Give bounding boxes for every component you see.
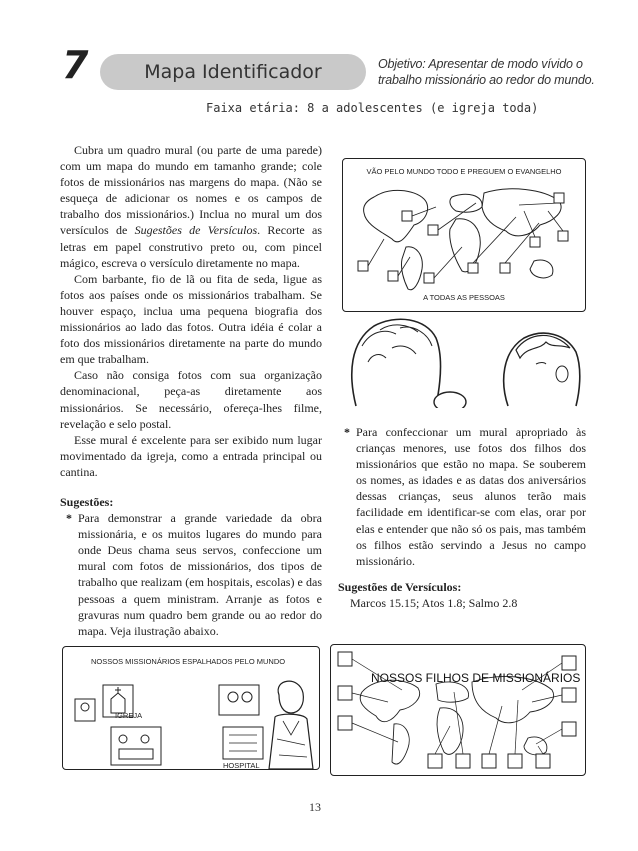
objective-line-2: trabalho missionário ao redor do mundo. (378, 73, 595, 87)
objective-text (378, 56, 618, 88)
suggestion-item-2: * Para confeccionar um mural apropriado às crianças menores, use fotos dos filhos dos missionários que estão no mapa. Se souberem os nomes, as idades e as datas dos aniversários dessas crianças, seus alunos terão mais facilidade em identificar-se com elas, orar por elas e entender que não só os pais, mas também os filhos estão servindo a Jesus no campo missionário. (344, 425, 586, 568)
map-footer-text: A TODAS AS PESSOAS (423, 293, 505, 302)
paragraph-4: Esse mural é excelente para ser exibido num lugar movimentado da igreja, como a entrada principal ou cantina. (60, 432, 322, 479)
illustration-missionary-kids-board (330, 644, 586, 776)
suggestion-item-1: * Para demonstrar a grande variedade da obra missionária, e os muitos lugares do mundo para onde Deus chama seus servos, confeccione um mural com fotos de missionários, dos tipos de trabalho que realizam (em hospitais, escolas) e das pessoas a quem ministram. Arranje as fotos e gravuras num quadro bem grande ou ao redor do mapa. Veja ilustração abaixo. (66, 511, 322, 638)
instructions-column (60, 142, 322, 639)
missionaries-board-title: NOSSOS MISSIONÁRIOS ESPALHADOS PELO MUNDO (91, 657, 286, 666)
church-label: IGREJA (115, 711, 143, 720)
missionaries-board-drawing (63, 665, 319, 771)
paragraph-3: Caso não consiga fotos com sua organização denominacional, peça-as diretamente aos missionários. Se necessário, ofereça-lhes filme, revelação e selo postal. (60, 368, 322, 431)
illustration-missionaries-board (62, 646, 320, 770)
lesson-number: 7 (62, 43, 89, 87)
map-banner-text: VÃO PELO MUNDO TODO E PREGUEM O EVANGELHO (366, 167, 562, 176)
world-map-drawing (344, 177, 584, 307)
missionary-kids-map-drawing (332, 646, 584, 774)
missionary-kids-title: NOSSOS FILHOS DE MISSIONÁRIOS (371, 671, 581, 685)
hospital-label: HOSPITAL (223, 761, 260, 770)
suggestions-heading: Sugestões: (60, 494, 114, 509)
page-title: Mapa Identificador (100, 54, 366, 90)
children-drawing (340, 302, 584, 408)
paragraph-1: Cubra um quadro mural (ou parte de uma parede) com um mapa do mundo em tamanho grande; cole fotos de missionários nas margens do mapa. (Não se esqueça de adicionar os nomes e os campos de trabalho dos missionários.) Inclua no mural um dos versículos de Sugestões de Versículos. Recorte as letras em papel construtivo preto ou, com pincel mágico, escreva o versículo diretamente no mapa. (60, 143, 323, 270)
bullet-star: * (344, 425, 350, 439)
illustration-children (340, 302, 584, 408)
verses-heading: Sugestões de Versículos: (338, 579, 462, 594)
illustration-world-map-board (342, 158, 586, 312)
bullet-star: * (66, 511, 72, 526)
paragraph-2: Com barbante, fio de lã ou fita de seda, ligue as fotos aos países onde os missionários trabalham. Se houver espaço, inclua uma pequena biografia dos missionários ao lado das fotos. Outra idéia é colar a foto dos missionários diretamente na parte do mundo em que trabalham. (60, 271, 322, 367)
objective-line-1: Objetivo: Apresentar de modo vívido o (378, 57, 583, 71)
right-column (338, 424, 586, 611)
verses-refs: Marcos 15.15; Atos 1.8; Salmo 2.8 (350, 595, 518, 610)
age-range: Faixa etária: 8 a adolescentes (e igreja toda) (206, 101, 539, 115)
page-number: 13 (309, 800, 321, 814)
